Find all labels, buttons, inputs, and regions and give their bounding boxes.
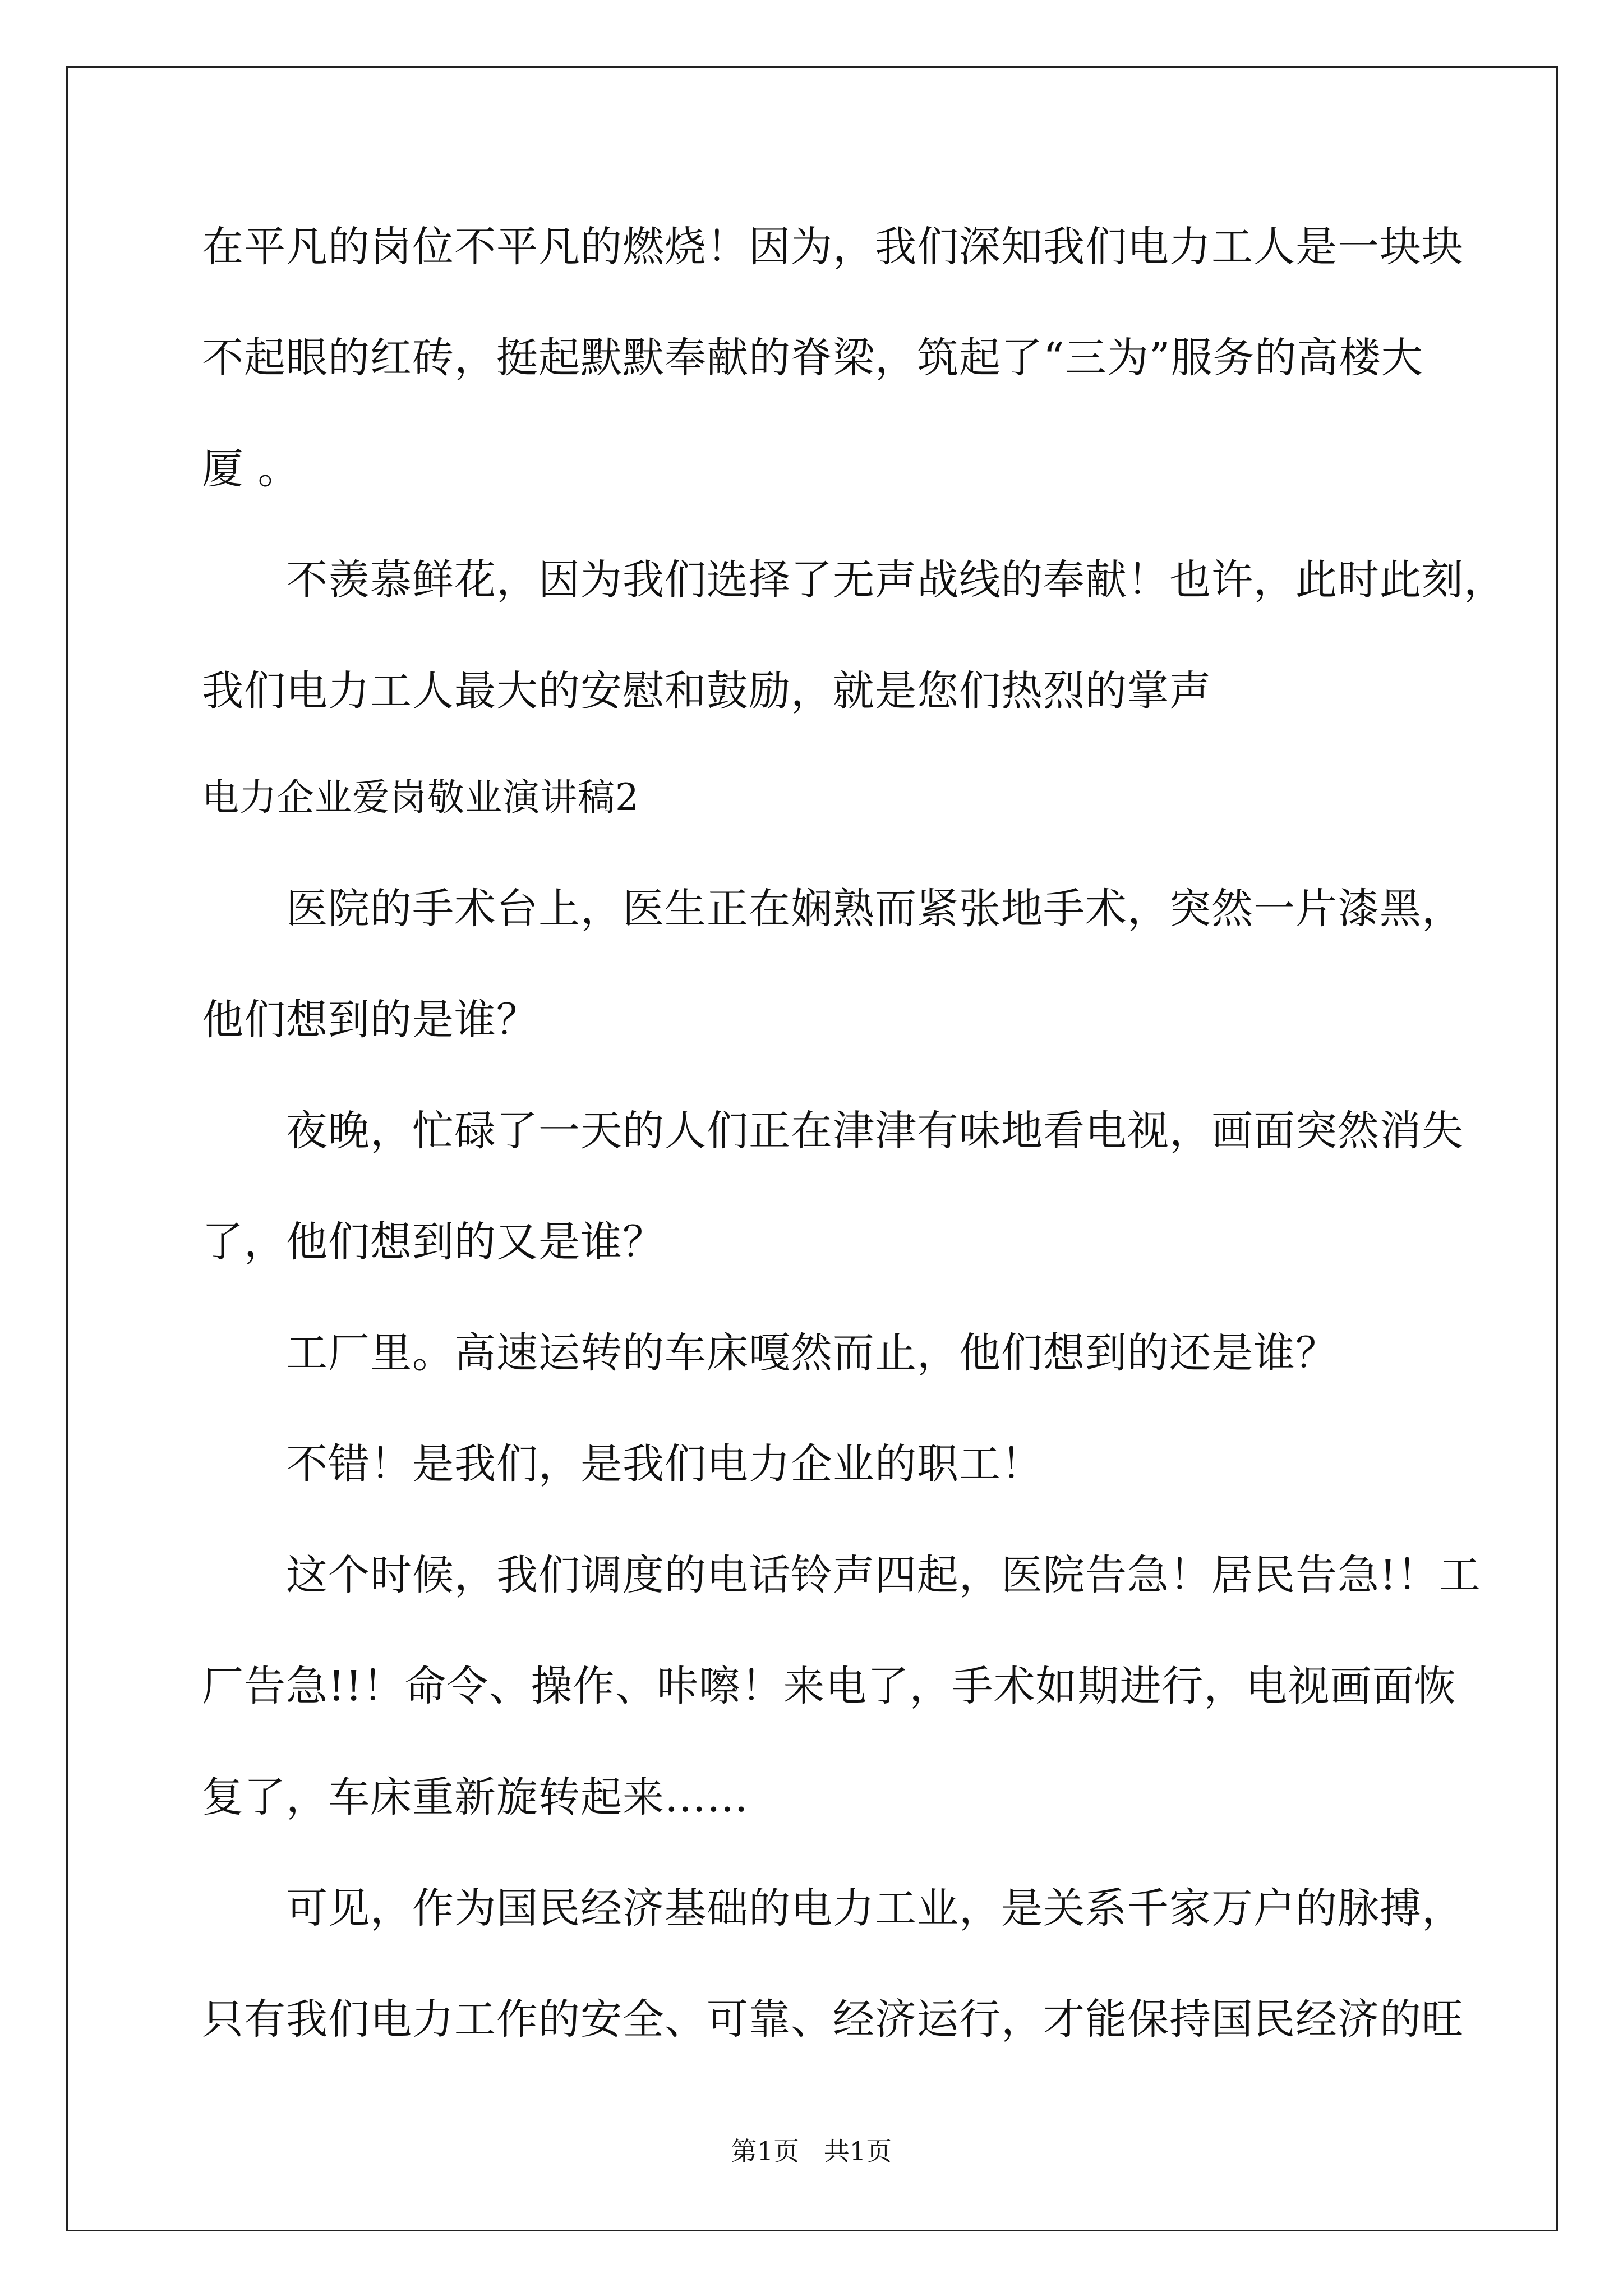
paragraph-start: 可见，作为国民经济基础的电力工业，是关系千家万户的脉搏， xyxy=(286,1884,1464,1932)
text-line: 不起眼的红砖，挺起默默奉献的脊梁，筑起了“三为”服务的高楼大 xyxy=(202,334,1423,382)
section-heading: 电力企业爱岗敬业演讲稿2 xyxy=(202,776,639,819)
text-line: 厂告急!!！命令、操作、咔嚓！来电了，手术如期进行，电视画面恢 xyxy=(202,1662,1456,1710)
text-line: 他们想到的是谁？ xyxy=(202,996,538,1044)
paragraph-start: 工厂里。高速运转的车床嘎然而止，他们想到的还是谁？ xyxy=(286,1329,1338,1377)
text-line: 在平凡的岗位不平凡的燃烧！因为，我们深知我们电力工人是一块块 xyxy=(202,223,1464,271)
text-line: 厦 。 xyxy=(202,445,300,493)
paragraph-start: 不错！是我们，是我们电力企业的职工！ xyxy=(286,1440,1043,1488)
text-line: 我们电力工人最大的安慰和鼓励，就是您们热烈的掌声 xyxy=(202,667,1211,715)
text-line: 只有我们电力工作的安全、可靠、经济运行，才能保持国民经济的旺 xyxy=(202,1995,1464,2044)
paragraph-start: 不羡慕鲜花，因为我们选择了无声战线的奉献！也许，此时此刻， xyxy=(286,556,1506,604)
text-line: 复了，车床重新旋转起来…… xyxy=(202,1773,749,1821)
paragraph-start: 夜晚，忙碌了一天的人们正在津津有味地看电视，画面突然消失 xyxy=(286,1107,1464,1155)
page-number-footer: 第1页 共1页 xyxy=(731,2136,892,2166)
text-line: 了，他们想到的又是谁？ xyxy=(202,1218,665,1266)
paragraph-start: 这个时候，我们调度的电话铃声四起，医院告急！居民告急!！工 xyxy=(286,1551,1481,1599)
document-body xyxy=(202,219,1506,2047)
paragraph-start: 医院的手术台上，医生正在娴熟而紧张地手术，突然一片漆黑， xyxy=(286,885,1464,933)
